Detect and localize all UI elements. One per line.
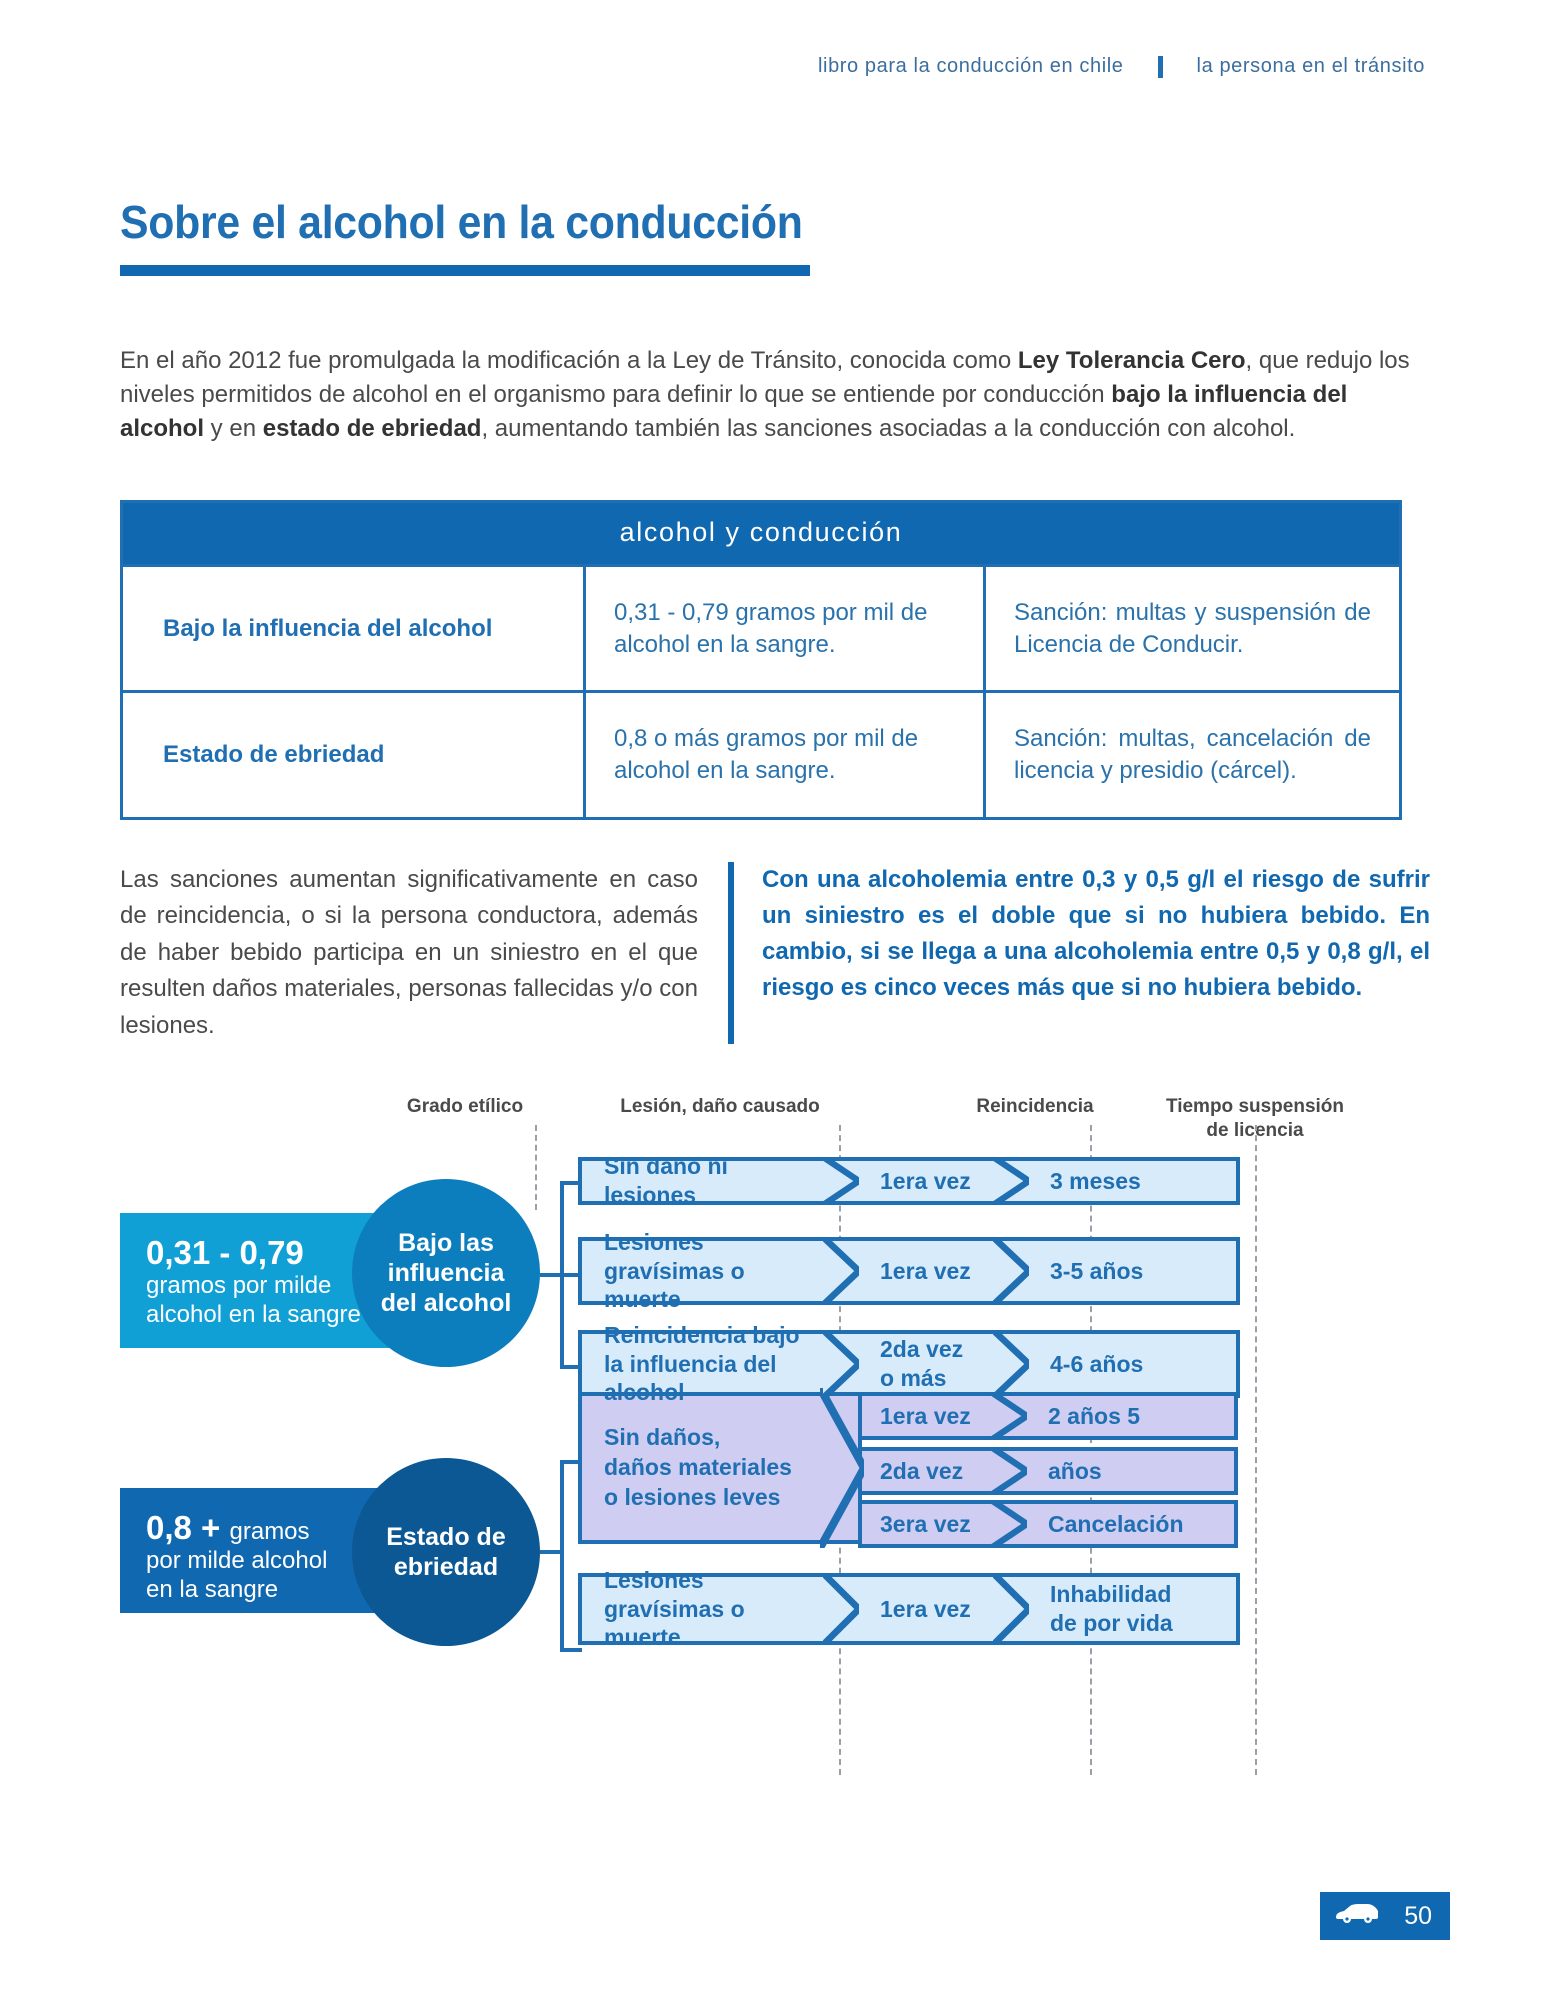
table-cell-level: 0,31 - 0,79 gramos por mil de alcohol en la sangre. [583, 567, 983, 690]
intro-bold-ley: Ley Tolerancia Cero [1017, 347, 1246, 374]
flow-recurrence-text: 1era vez [880, 1595, 971, 1622]
circle-bajo-influencia [352, 1179, 540, 1367]
circle-bajo-l2: influencia [387, 1259, 505, 1287]
flow-recurrence-text: 1era vez [880, 1257, 971, 1284]
table-cell-level: 0,8 o más gramos por mil de alcohol en la sangre. [583, 693, 983, 816]
flow-cell-damage [578, 1153, 858, 1208]
flow-cell-recurrence [858, 1330, 1028, 1398]
flow-row [858, 1447, 1238, 1495]
flow-cell-recurrence [858, 1392, 1026, 1440]
flow-recurrence-text: 2da vez o más [880, 1336, 964, 1391]
grade-value-ebriedad-suffix: gramos [229, 1518, 310, 1545]
intro-seg-2: , que redujo los niveles permitidos de alcohol en el organismo para definir lo que se entiende por conducción [120, 347, 1410, 409]
flow-cell-suspension [1028, 1330, 1240, 1398]
flow-cell-recurrence [858, 1237, 1028, 1305]
intro-seg-4: , aumentando también las sanciones asociadas a la conducción con alcohol. [481, 415, 1296, 443]
table-cell-concept: Estado de ebriedad [163, 741, 385, 769]
flow-row [578, 1321, 1240, 1406]
flow-cell-suspension [1026, 1500, 1238, 1548]
circle-bajo-l1: Bajo las [398, 1229, 494, 1257]
flow-suspension-text: Cancelación [1048, 1510, 1184, 1537]
last-damage-l2: muerte [604, 1624, 681, 1651]
flow-cell-recurrence [858, 1447, 1026, 1495]
flow-cell-suspension [1026, 1392, 1238, 1440]
sanctions-paragraph: Las sanciones aumentan significativamente en caso de reincidencia, o si la persona conductora, además de haber bebido participa en un siniestro en el que resulten daños materiales, personas fallecidas y/o con lesiones. [120, 866, 698, 1039]
grade-unit-ebriedad-l2: en la sangre [146, 1575, 279, 1603]
flow-damage-text: Lesiones gravísimas o muerte [604, 1228, 745, 1313]
flow-column-label-tiempo-l1: Tiempo suspensión [1165, 1096, 1345, 1117]
flow-row [578, 1228, 1240, 1313]
flow-cell-suspension [1028, 1237, 1240, 1305]
intro-bold-bajo: bajo la influencia del alcohol [120, 381, 1348, 443]
flow-cell-recurrence [858, 1157, 1028, 1205]
merged-damage-l3: o lesiones leves [604, 1483, 781, 1510]
flowchart [0, 1095, 1545, 1795]
title-underline [120, 265, 810, 276]
flow-row [858, 1500, 1238, 1548]
merged-damage-l2: daños materiales [604, 1454, 792, 1481]
flow-damage-text: Sin daño ni lesiones [604, 1153, 728, 1208]
table-cell-sanction: Sanción: multas y suspensión de Licencia de Conducir. [983, 567, 1399, 690]
flow-cell-damage [578, 1566, 858, 1651]
page-badge [1320, 1892, 1450, 1940]
grade-unit-ebriedad-l1: por milde alcohol [146, 1546, 328, 1574]
table-caption: alcohol y conducción [123, 503, 1399, 564]
last-suspension-l1: Inhabilidad [1050, 1581, 1172, 1608]
intro-paragraph [120, 344, 1425, 446]
intro-bold-estado: estado de ebriedad [262, 415, 482, 443]
page-number: 50 [1404, 1901, 1432, 1930]
flow-cell-damage [578, 1228, 858, 1313]
table-row [123, 564, 1399, 690]
running-header [0, 55, 1545, 78]
two-column-block [120, 862, 1430, 1044]
flow-cell-recurrence [858, 1500, 1026, 1548]
flow-column-label-tiempo-l2: de licencia [1206, 1120, 1304, 1142]
table-row [123, 690, 1399, 816]
grade-unit-bajo-l1: gramos por milde [146, 1271, 332, 1299]
connector-branch-2b [560, 1648, 582, 1652]
flow-suspension-text: 2 años 5 [1048, 1402, 1141, 1429]
vertical-bar-icon [1158, 56, 1163, 78]
flow-cell-suspension [1028, 1573, 1240, 1645]
running-header-right: la persona en el tránsito [1196, 55, 1425, 77]
last-suspension-l2: de por vida [1050, 1610, 1173, 1636]
flow-suspension-text: 4-6 años [1050, 1350, 1144, 1377]
flow-suspension-text: años [1048, 1457, 1102, 1484]
intro-seg-1: En el año 2012 fue promulgada la modificación a la Ley de Tránsito, conocida como [120, 347, 1018, 374]
table-cell-concept: Bajo la influencia del alcohol [163, 614, 493, 642]
merged-damage-l1: Sin daños, [604, 1424, 721, 1451]
flow-column-label-grado: Grado etílico [406, 1096, 524, 1117]
circle-ebriedad-l2: ebriedad [393, 1553, 499, 1581]
guide-dash-tiempo [1255, 1125, 1257, 1775]
running-header-left: libro para la conducción en chile [817, 55, 1124, 77]
flow-column-label-reincidencia: Reincidencia [976, 1096, 1094, 1117]
intro-seg-3: y en [204, 415, 263, 443]
circle-bajo-l3: del alcohol [380, 1289, 512, 1317]
connector-bracket-2 [560, 1460, 564, 1650]
flow-cell-recurrence [858, 1573, 1028, 1645]
circle-estado-ebriedad [352, 1458, 540, 1646]
car-icon [1334, 1902, 1380, 1931]
flow-cell-suspension [1026, 1447, 1238, 1495]
grade-value-bajo: 0,31 - 0,79 [146, 1234, 304, 1271]
flow-recurrence-text: 3era vez [880, 1510, 971, 1537]
flow-recurrence-text: 1era vez [880, 1167, 971, 1194]
flow-row [858, 1392, 1238, 1440]
flow-damage-text: Reincidencia bajo la influencia del alcohol [604, 1321, 800, 1406]
table-cell-sanction: Sanción: multas, cancelación de licencia y presidio (cárcel). [983, 693, 1399, 816]
flow-row [578, 1153, 1240, 1208]
grade-unit-bajo-l2: alcohol en la sangre [146, 1300, 361, 1328]
page-title: Sobre el alcohol en la conducción [120, 196, 803, 248]
flow-suspension-text [1028, 1580, 1219, 1638]
circle-ebriedad-l1: Estado de [386, 1523, 506, 1551]
grade-value-ebriedad-number: 0,8 + [146, 1509, 221, 1546]
flow-suspension-text: 3 meses [1050, 1167, 1141, 1194]
last-damage-l1: Lesiones gravísimas o [604, 1566, 745, 1622]
flow-column-label-lesion: Lesión, daño causado [620, 1096, 820, 1117]
flow-cell-suspension [1028, 1157, 1240, 1205]
guide-dash-grado [535, 1125, 537, 1210]
flow-cell-damage [578, 1321, 858, 1406]
alcohol-table [120, 500, 1402, 820]
flow-damage-text [582, 1566, 858, 1652]
flow-recurrence-text: 1era vez [880, 1402, 971, 1429]
flow-recurrence-text: 2da vez [880, 1457, 964, 1484]
highlight-callout: Con una alcoholemia entre 0,3 y 0,5 g/l el riesgo de sufrir un siniestro es el doble que si no hubiera bebido. En cambio, si se llega a una alcoholemia entre 0,5 y 0,8 g/l, el riesgo es cinco veces más que si no hubiera bebido. [728, 862, 1430, 1044]
flow-suspension-text: 3-5 años [1050, 1257, 1144, 1284]
flow-row [578, 1566, 1240, 1651]
